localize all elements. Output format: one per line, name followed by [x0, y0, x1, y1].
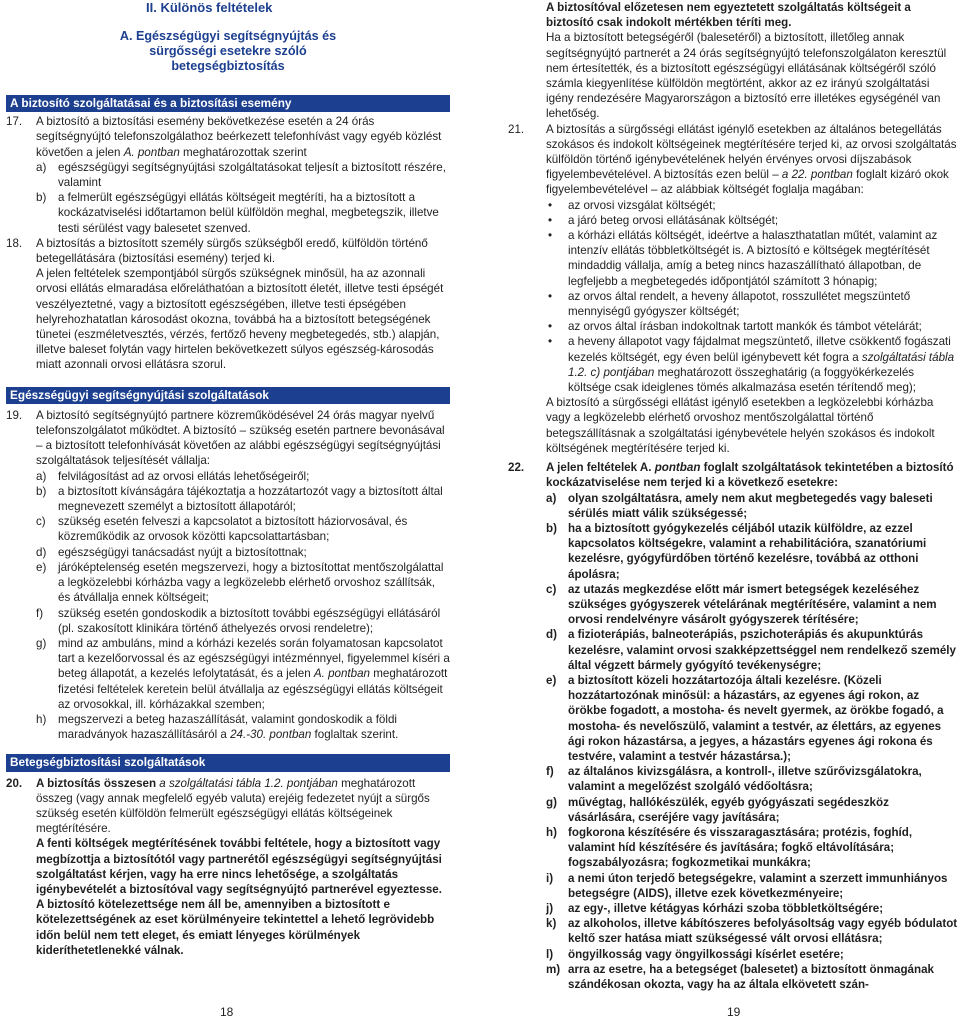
p19-list-item: a) felvilágosítást ad az orvosi ellátás lehetőségeiről; — [36, 469, 310, 483]
paragraph-19: 19. A biztosító segítségnyújtó partnere közreműködésével 24 órás magyar nyelvű telefonszolgálatot működtet. A biztosító – szükség esetén partnere bevonásával – a biztosított telefonhívását követően az alábbi egészségügyi segítségnyújtási szolgáltatások teljesítését vállalja: a) felvilágosítást ad az orvosi ellátás lehetőségeiről; b) a biztosított kívánságára tájékoztatja a hozzátartozót vagy a biztosított által megnevezett személyt a biztosított állapotáról; c) szükség esetén felveszi a kapcsolatot a biztosított háziorvosával, és közreműködik az orvosok közötti kapcsolattartásban; d) egészségügyi tanácsadást nyújt a biztosítottnak; e) járóképtelenség esetén megszervezi, hogy a biztosítottat mentőszolgálattal a legközelebbi kórházba vagy a legközelebb elérhető orvoshoz szállítsák, és átvállalja ennek költségeit; f) szükség esetén gondoskodik a biztosított további egészségügyi ellátásáról (pl. szakosított klinikára történő áthelyezés orvosi rendeletre); g) mind az ambuláns, mind a kórházi kezelés során folyamatosan kapcsolatot tart a kezelőorvossal és az egészségügyi intézménnyel, figyelemmel kíséri a beteg állapotát, a kezelés lefolytatását, és a jelen A. pontban meghatározott fizetési feltételek keretein belül átvállalja az egészségügyi ellátás költségeit az orvosokkal, ill. kórházakkal szemben; h) megszervezi a beteg hazaszállítását, valamint gondoskodik a földi maradványok hazaszállításáról a 24.-30. pontban foglaltak szerint. — [6, 408, 450, 742]
p22-exclusion-item: b) ha a biztosított gyógykezelés céljából utazik külföldre, az ezzel kapcsolatos költségekre, valamint a rehabilitációra, szanatóriumi kezelésre, gyógyfürdőben történő kezelésre, továbbá az otthoni ápolásra; — [546, 521, 927, 581]
p22-exclusion-item: f) az általános kivizsgálásra, a kontroll-, illetve szűrővizsgálatokra, valamint a megelőzést szolgáló védőoltásra; — [546, 765, 922, 794]
p21-bullet-item: • a kórházi ellátás költségét, ideértve a halaszthatatlan műtét, valamint az intenzív ellátás többletköltségét is. A biztosító e költségek megtérítését mindaddig vállalja, amíg a beteg nincs hazaszállítható állapotban, de legfeljebb a megbetegedés időpontjától számított 3 hónapig; — [548, 229, 938, 288]
p22-exclusion-item: i) a nemi úton terjedő betegségekre, valamint a szerzett immunhiányos betegségre (AIDS), illetve ezek következményeire; — [546, 871, 948, 900]
p22-exclusion-item: l) öngyilkosság vagy öngyilkossági kísérlet esetére; — [546, 947, 844, 961]
p19-list-item: e) járóképtelenség esetén megszervezi, hogy a biztosítottat mentőszolgálattal a legközelebbi kórházba vagy a legközelebb elérhető orvoshoz szállítsák, és átvállalja ennek költségeit; — [36, 560, 444, 605]
paragraph-22: 22. A jelen feltételek A. pontban foglalt szolgáltatások tekintetében a biztosító kockázatviselése nem terjed ki a következő esetekre: a) olyan szolgáltatásra, amely nem akut megbetegedés vagy baleseti sérülés miatt válik szükségessé; b) ha a biztosított gyógykezelés céljából utazik külföldre, az ezzel kapcsolatos költségekre, valamint a rehabilitációra, szanatóriumi kezelésre, gyógyfürdőben történő kezelésre, továbbá az otthoni ápolásra; c) az utazás megkezdése előtt már ismert betegségek kezeléséhez szükséges gyógyszerek vételárának megtérítésére, valamint a nem orvosi rendelvényre vásárolt gyógyszerek térítésére; d) a fizioterápiás, balneoterápiás, pszichoterápiás és akupunktúrás kezelésre, valamint orvosi szakképzettséggel nem rendelkező személy által végzett bármely gyógyító tevékenységre; e) a biztosított közeli hozzátartozója általi kezelésre. (Közeli hozzátartozónak minősül: a házastárs, az egyenes ági rokon, az örökbe fogadott, a mostoha- és nevelt gyermek, az örökbe fogadó, a mostoha- és nevelőszülő, valamint a testvér, az élettárs, az egyenes ági rokon házastársa, a jegyes, a házastárs egyenes ági rokona és testvére, valamint a testvér házastársa.); f) az általános kivizsgálásra, a kontroll-, illetve szűrővizsgálatokra, valamint a megelőzést szolgáló védőoltásra; g) művégtag, hallókészülék, egyéb gyógyászati segédeszköz vásárlására, cseréjére vagy javítására; h) fogkorona készítésére és visszaragasztására; protézis, foghíd, valamint híd készítésére és javítására; fogkő eltávolítására; fogszabályozásra; fogkozmetikai munkákra; i) a nemi úton terjedő betegségekre, valamint a szerzett immunhiányos betegségre (AIDS), illetve ezek következményeire; j) az egy-, illetve kétágyas kórházi szoba többletköltségére; k) az alkoholos, illetve kábítószeres befolyásoltság vagy egyéb bódulatot keltő szer hatása miatt szükségessé vált orvosi ellátásra; l) öngyilkosság vagy öngyilkossági kísérlet esetére; m) arra az esetre, ha a betegséget (balesetet) a biztosított önmagának szándékosan okozta, vagy ha az általa elkövetett szán- — [508, 461, 958, 991]
p21-bullet-list — [508, 198, 958, 335]
p19-item-h: h) megszervezi a beteg hazaszállítását, valamint gondoskodik a földi maradványok hazaszállításáról a 24.-30. pontban foglaltak szerint. — [36, 712, 399, 742]
page-number-right: 19 — [727, 1005, 741, 1019]
p21-bullet-item: • az orvos által írásban indokoltnak tartott mankók és támbot vételárát; — [548, 320, 922, 334]
top-text: Ha a biztosított betegségéről (balesetéről) a biztosított, illetőleg annak segítségnyújtó partnerét a 24 órás segítségnyújtó telefonszolgálaton keresztül nem értesítették, és a biztosított egészségügyi ellátásának költségéről szóló számla kiegyenlítése külföldön megtörtént, akkor az ez irányú szolgáltatási igény rendezésére Magyarországon a biztosító erre illetékes egységénél van lehetőség. — [546, 31, 947, 121]
section-a-title: A. Egészségügyi segítségnyújtás és sürgősségi esetekre szóló betegségbiztosítás — [119, 29, 337, 73]
p21-bullet-item: • az orvosi vizsgálat költségét; — [548, 198, 716, 212]
left-column — [6, 0, 450, 958]
paragraph-20: 20. A biztosítás összesen a szolgáltatási tábla 1.2. pontjában meghatározott összeg (vagy annak megfelelő egyéb valuta) erejéig fedezetet nyújt a sürgős szükség esetén külföldön felmerült egészségügyi ellátás költségeinek megtérítésére. A fenti költségek megtérítésének további feltétele, hogy a biztosított vagy megbízottja a biztosítótól vagy partnerétől egészségügyi segítségnyújtási szolgáltatást kérjen, vagy ha erre nincs lehetősége, a szolgáltatás igénybevételét a biztosítóval vagy segítségnyújtó partnerével egyeztesse. A biztosító kötelezettsége nem áll be, amennyiben a biztosított e kötelezettségének az eset körülményeire tekintettel a lehető legrövidebb időn belül nem tett eleget, és emiatt lényeges körülmények kideríthetetlenekké válnak. — [6, 776, 442, 957]
p19-list-item: d) egészségügyi tanácsadást nyújt a biztosítottnak; — [36, 545, 307, 559]
p22-exclusion-item: d) a fizioterápiás, balneoterápiás, pszichoterápiás és akupunktúrás kezelésre, valamint orvosi szakképzettséggel nem rendelkező személy által végzett bármely gyógyító tevékenységre; — [546, 628, 956, 672]
page-number-left: 18 — [220, 1005, 234, 1019]
p21-bullet-dental: • a heveny állapotot vagy fájdalmat megszüntető, illetve csökkentő fogászati kezelés költségét, egy éven belül igénybevett két fogra a szolgáltatási tábla 1.2. c) pontjában meghatározott összeghatárig (a foggyökérkezelés költsége csak ideiglenes tömés alkalmazása esetén térítendő meg); — [548, 335, 955, 395]
paragraph-17: 17. A biztosító a biztosítási esemény bekövetkezése esetén a 24 órás segítségnyújtó telefonszolgálathoz beérkezett telefonhívást vagy egyéb közlést követően a jelen A. pontban meghatározottak szerint a) egészségügyi segítségnyújtási szolgáltatásokat teljesít a biztosított részére, valamint b) a felmerült egészségügyi ellátás költségeit megtéríti, ha a biztosított a kockázatviselési időtartamon belül külföldön meghal, megbetegszik, illetve testi sérülést vagy balesetet szenved. — [6, 114, 450, 236]
section-bar-assistance: Egészségügyi segítségnyújtási szolgáltatások — [6, 387, 450, 404]
part-title: II. Különös feltételek — [146, 0, 273, 15]
paragraph-21: 21. A biztosítás a sürgősségi ellátást igénylő esetekben az általános betegellátás szokásos és indokolt költségeinek megtérítésére terjed ki, az orvosi szolgáltatás külföldön történő igénybevételének helyén érvényes orvosi díjszabások figyelembevételével. A biztosítás ezen belül – a 22. pontban foglalt kizáró okok figyelembevételével – az alábbiak költségét foglalja magában: — [508, 122, 957, 197]
p22-list — [546, 491, 958, 993]
p22-exclusion-item: e) a biztosított közeli hozzátartozója általi kezelésre. (Közeli hozzátartozónak minősül: a házastárs, az egyenes ági rokon, az örökbe fogadott, a mostoha- és nevelt gyermek, az örökbe fogadó, a mostoha- és nevelőszülő, valamint a testvér, az élettárs, az egyenes ági rokon házastársa, a jegyes, a házastárs egyenes ági rokona és testvére, valamint a testvér házastársa.); — [546, 673, 944, 763]
p19-list-item: c) szükség esetén felveszi a kapcsolatot a biztosított háziorvosával, és közreműködik az orvosok közötti kapcsolattartásban; — [36, 515, 408, 544]
p22-exclusion-item: h) fogkorona készítésére és visszaragasztására; protézis, foghíd, valamint híd készítésére és javítására; fogkő eltávolítására; fogszabályozásra; fogkozmetikai munkákra; — [546, 825, 913, 870]
p17-item-b: b) a felmerült egészségügyi ellátás költségeit megtéríti, ha a biztosított a kockázatviselési időtartamon belül külföldön meghal, megbetegszik, illetve testi sérülést vagy balesetet szenved. — [36, 191, 439, 235]
p19-list-item: f) szükség esetén gondoskodik a biztosított további egészségügyi ellátásáról (pl. szakosított klinikára történő áthelyezés orvosi rendeletre); — [36, 606, 441, 635]
p17-item-a: a) egészségügyi segítségnyújtási szolgáltatásokat teljesít a biztosított részére, valamint — [36, 160, 446, 190]
p22-exclusion-item: a) olyan szolgáltatásra, amely nem akut megbetegedés vagy baleseti sérülés miatt válik szükségessé; — [546, 491, 933, 520]
p22-exclusion-item: c) az utazás megkezdése előtt már ismert betegségek kezeléséhez szükséges gyógyszerek vételárának megtérítésére, valamint a nem orvosi rendelvényre vásárolt gyógyszerek térítésére; — [546, 582, 937, 627]
p21-bullet-item: • az orvos által rendelt, a heveny állapotot, rosszullétet megszüntető mennyiségű gyógyszer költségét; — [548, 289, 911, 319]
section-bar-services: A biztosító szolgáltatásai és a biztosítási esemény — [6, 95, 450, 112]
p19-list — [36, 469, 450, 636]
p22-exclusion-item: j) az egy-, illetve kétágyas kórházi szoba többletköltségére; — [546, 901, 884, 915]
p22-exclusion-item: k) az alkoholos, illetve kábítószeres befolyásoltság vagy egyéb bódulatot keltő szer hatása miatt szükségessé vált orvosi ellátásra; — [546, 917, 958, 946]
p22-exclusion-item: g) művégtag, hallókészülék, egyéb gyógyászati segédeszköz vásárlására, cseréjére vagy javítására; — [546, 795, 889, 824]
top-bold-note: A biztosítóval előzetesen nem egyeztetett szolgáltatás költségeit a biztosító csak indokolt mértékben téríti meg. — [546, 1, 911, 30]
section-bar-illness: Betegségbiztosítási szolgáltatások — [6, 754, 450, 771]
p22-exclusion-item: m) arra az esetre, ha a betegséget (balesetet) a biztosított önmagának szándékosan okozta, vagy ha az általa elkövetett szán- — [546, 962, 934, 991]
p19-item-g: g) mind az ambuláns, mind a kórházi kezelés során folyamatosan kapcsolatot tart a kezelőorvossal és az egészségügyi intézménnyel, figyelemmel kíséri a beteg állapotát, a kezelés lefolytatását, és a jelen A. pontban meghatározott fizetési feltételek keretein belül átvállalja az egészségügyi ellátás költségeit az orvosokkal, ill. kórházakkal szemben; — [36, 636, 450, 711]
p21-transport: A biztosító a sürgősségi ellátást igénylő esetekben a legközelebbi kórházba vagy a legközelebb elérhető orvoshoz mentőszolgálattal történő betegszállításnak a szolgáltatási igénybevétele helyén szokásos és indokolt költségének megtérítésére terjed ki. — [546, 396, 935, 455]
p21-bullet-item: • a járó beteg orvosi ellátásának költségét; — [548, 213, 779, 227]
right-column — [508, 0, 958, 992]
p19-list-item: b) a biztosított kívánságára tájékoztatja a hozzátartozót vagy a biztosított által megnevezett személyt a biztosított állapotáról; — [36, 484, 443, 514]
paragraph-18: 18. A biztosítás a biztosított személy sürgős szükségből eredő, külföldön történő betegellátására (biztosítási esemény) terjed ki. A jelen feltételek szempontjából sürgős szükségnek minősül, ha az azonnali orvosi ellátás elmaradása előreláthatóan a biztosított életét, illetve testi épségét veszélyeztetné, vagy a biztosított egészségében, illetve testi épségében helyrehozhatatlan károsodást okozna, továbbá ha a biztosított betegségének tünetei (eszméletvesztés, vérzés, fertőző heveny megbetegedés, stb.) alapján, illetve baleset folytán vagy hirtelen bekövetkezett súlyos egészség-károsodás miatt azonnali orvosi ellátásra szorul. — [6, 236, 444, 372]
